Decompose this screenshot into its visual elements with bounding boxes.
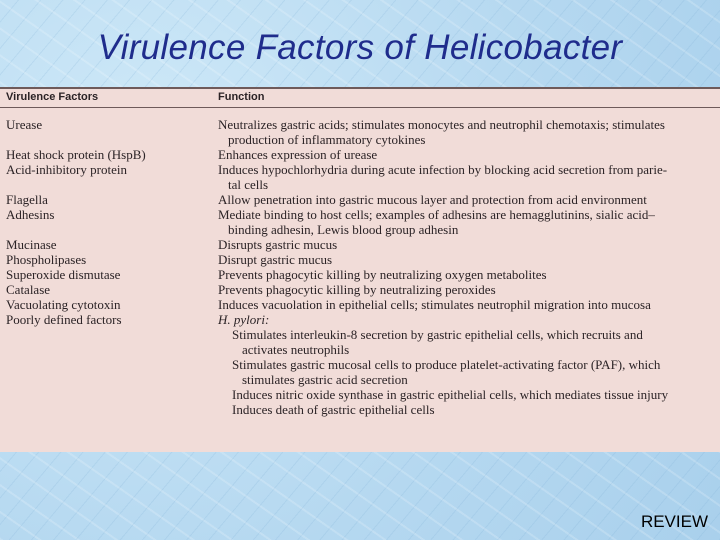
factor-mucinase: Mucinase bbox=[6, 237, 57, 252]
virulence-table bbox=[0, 87, 720, 452]
factor-acid-inhibitory: Acid-inhibitory protein bbox=[6, 162, 127, 177]
function-line: Disrupts gastric mucus bbox=[218, 237, 338, 252]
function-line: Stimulates gastric mucosal cells to produce platelet-activating factor (PAF), which bbox=[232, 357, 661, 372]
function-line: Stimulates interleukin-8 secretion by gastric epithelial cells, which recruits and bbox=[232, 327, 643, 342]
function-line: Induces nitric oxide synthase in gastric epithelial cells, which mediates tissue injury bbox=[232, 387, 669, 402]
header-rule bbox=[0, 107, 720, 108]
factor-superoxide-dismutase: Superoxide dismutase bbox=[6, 267, 121, 282]
function-line: Prevents phagocytic killing by neutralizing peroxides bbox=[218, 282, 496, 297]
function-line: Prevents phagocytic killing by neutralizing oxygen metabolites bbox=[218, 267, 547, 282]
function-line: Induces death of gastric epithelial cells bbox=[232, 402, 435, 417]
function-line: Mediate binding to host cells; examples of adhesins are hemagglutinins, sialic acid– bbox=[218, 207, 655, 222]
factor-vacuolating-cytotoxin: Vacuolating cytotoxin bbox=[6, 297, 121, 312]
function-line-h-pylori: H. pylori: bbox=[218, 312, 270, 327]
function-line: stimulates gastric acid secretion bbox=[242, 372, 408, 387]
slide-title: Virulence Factors of Helicobacter bbox=[97, 28, 623, 67]
function-line: Neutralizes gastric acids; stimulates monocytes and neutrophil chemotaxis; stimulates bbox=[218, 117, 665, 132]
factor-flagella: Flagella bbox=[6, 192, 48, 207]
header-function: Function bbox=[218, 91, 265, 103]
function-line: Induces vacuolation in epithelial cells; stimulates neutrophil migration into mucosa bbox=[218, 297, 651, 312]
top-rule bbox=[0, 87, 720, 89]
header-virulence-factors: Virulence Factors bbox=[6, 91, 99, 103]
factor-catalase: Catalase bbox=[6, 282, 51, 297]
function-line: production of inflammatory cytokines bbox=[228, 132, 426, 147]
factor-poorly-defined: Poorly defined factors bbox=[6, 312, 122, 327]
function-column bbox=[218, 117, 718, 417]
factor-adhesins: Adhesins bbox=[6, 207, 55, 222]
function-line: binding adhesin, Lewis blood group adhesin bbox=[228, 222, 459, 237]
factor-urease: Urease bbox=[6, 117, 43, 132]
function-line: Allow penetration into gastric mucous layer and protection from acid environment bbox=[218, 192, 647, 207]
function-line: Enhances expression of urease bbox=[218, 147, 378, 162]
factors-column bbox=[6, 117, 206, 327]
review-label: REVIEW bbox=[640, 512, 708, 531]
function-line: activates neutrophils bbox=[242, 342, 350, 357]
factor-phospholipases: Phospholipases bbox=[6, 252, 87, 267]
function-line: Induces hypochlorhydria during acute infection by blocking acid secretion from parie- bbox=[218, 162, 668, 177]
function-line: Disrupt gastric mucus bbox=[218, 252, 333, 267]
function-line: tal cells bbox=[228, 177, 269, 192]
factor-hspb: Heat shock protein (HspB) bbox=[6, 147, 146, 162]
